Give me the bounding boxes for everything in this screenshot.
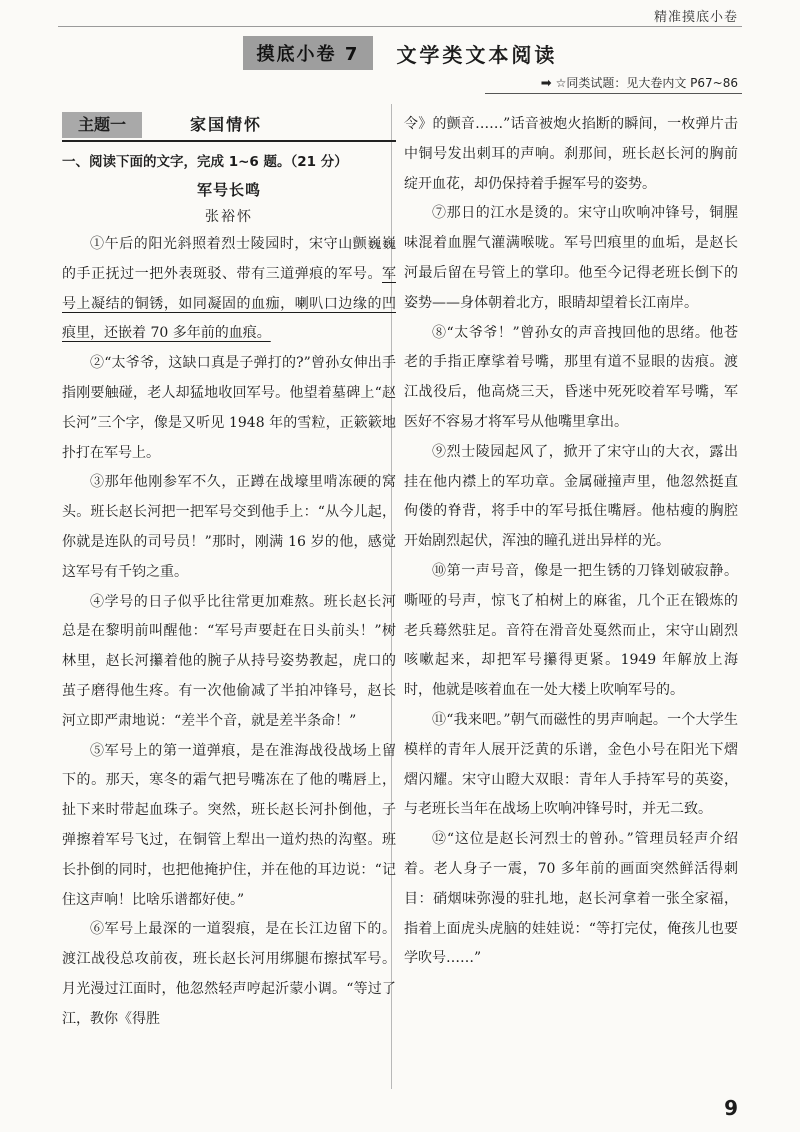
theme-bar <box>62 110 396 142</box>
theme-name: 家国情怀 <box>190 115 263 134</box>
paragraph-11: ⑪“我来吧。”朝气而磁性的男声响起。一个大学生模样的青年人展开泛黄的乐谱，金色小号在阳光下熠熠闪耀。宋守山瞪大双眼：青年人手持军号的英姿，与老班长当年在战场上吹响冲锋号时，并无二致。 <box>404 711 738 818</box>
paragraph-9: ⑨烈士陵园起风了，掀开了宋守山的大衣，露出挂在他内襟上的军功章。金属碰撞声里，他忽然挺直佝偻的脊背，将手中的军号抵住嘴唇。他枯瘦的胸腔开始剧烈起伏，浑浊的瞳孔迸出异样的光。 <box>404 443 738 550</box>
similar-questions-reference <box>541 74 738 91</box>
paragraph-6-part-1: ⑥军号上最深的一道裂痕，是在长江边留下的。渡江战役总攻前夜，班长赵长河用绑腿布擦拭军号。月光漫过江面时，他忽然轻声哼起沂蒙小调。“等过了江，教你《得胜 <box>62 921 396 1027</box>
paragraph-5: ⑤军号上的第一道弹痕，是在淮海战役战场上留下的。那天，寒冬的霜气把号嘴冻在了他的嘴唇上，扯下来时带起血珠子。突然，班长赵长河扑倒他，子弹擦着军号飞过，在铜管上犁出一道灼热的沟壑。班长扑倒的同时，也把他掩护住，并在他的耳边说：“记住这声响！比啥乐谱都好使。” <box>62 742 396 908</box>
series-label: 精准摸底小卷 <box>653 10 738 25</box>
article-title: 军号长鸣 <box>196 181 261 199</box>
right-column <box>404 110 738 974</box>
paragraph-7: ⑦那日的江水是烫的。宋守山吹响冲锋号，铜腥味混着血腥气灌满喉咙。军号凹痕里的血垢，是赵长河最后留在号管上的掌印。他至今记得老班长倒下的姿势——身体朝着北方，眼睛却望着长江南岸。 <box>404 205 738 311</box>
paragraph-2: ②“太爷爷，这缺口真是子弹打的?”曾孙女伸出手指刚要触碰，老人却猛地收回军号。他望着墓碑上“赵长河”三个字，像是又听见 1948 年的雪粒，正簌簌地扑打在军号上。 <box>62 355 396 461</box>
paragraph-6-part-2: 令》的颤音……”话音被炮火掐断的瞬间，一枚弹片击中铜号发出刺耳的声响。刹那间，班长赵长河的胸前绽开血花，却仍保持着手握军号的姿势。 <box>404 116 738 192</box>
left-column <box>62 110 396 1035</box>
question-instruction: 一、阅读下面的文字，完成 1~6 题。（21 分） <box>62 154 348 170</box>
paragraph-12: ⑫“这位是赵长河烈士的曾孙。”管理员轻声介绍着。老人身子一震，70 多年前的画面突然鲜活得刺目：硝烟味弥漫的驻扎地，赵长河拿着一张全家福，指着上面虎头虎脑的娃娃说：“等打完仗，俺孩儿也要学吹号……” <box>404 831 738 967</box>
paragraph-1-underlined-sentence: 军号上凝结的铜锈，如同凝固的血痂，喇叭口边缘的凹痕里，还嵌着 70 多年前的血痕。 <box>62 265 396 342</box>
paragraph-4: ④学号的日子似乎比往常更加难熬。班长赵长河总是在黎明前叫醒他：“军号声要赶在日头前头！”树林里，赵长河攥着他的腕子从持号姿势教起，虎口的茧子磨得他生疼。有一次他偷减了半拍冲锋号，赵长河立即严肃地说：“差半个音，就是差半条命！” <box>62 593 396 729</box>
paper-badge: 摸底小卷 7 <box>243 36 374 70</box>
arrow-right-icon: ➡ <box>540 76 552 91</box>
article-author: 张裕怀 <box>205 209 253 225</box>
paragraph-3: ③那年他刚参军不久，正蹲在战壕里啃冻硬的窝头。班长赵长河把一把军号交到他手上：“从今儿起，你就是连队的司号员！”那时，刚满 16 岁的他，感觉这军号有千钧之重。 <box>62 474 396 580</box>
similar-ref-text: ☆同类试题：见大卷内文 P67~86 <box>555 76 738 90</box>
page-number: 9 <box>724 1096 738 1120</box>
title-row <box>0 36 800 70</box>
paragraph-10: ⑩第一声号音，像是一把生锈的刀锋划破寂静。嘶哑的号声，惊飞了柏树上的麻雀，几个正在锻炼的老兵蓦然驻足。音符在滑音处戛然而止，宋守山剧烈咳嗽起来，却把军号攥得更紧。1949 年解放上海时，他就是咳着血在一处大楼上吹响军号的。 <box>404 562 738 699</box>
paragraph-8: ⑧“太爷爷！”曾孙女的声音拽回他的思绪。他苍老的手指正摩挲着号嘴，那里有道不显眼的齿痕。渡江战役后，他高烧三天，昏迷中死死咬着军号嘴，军医好不容易才将军号从他嘴里拿出。 <box>404 324 738 430</box>
paragraph-1-text: ①午后的阳光斜照着烈士陵园时，宋守山颤巍巍的手正抚过一把外表斑驳、带有三道弹痕的军号。 <box>62 236 396 282</box>
reference-rule <box>485 93 742 94</box>
top-rule <box>58 26 742 27</box>
paragraph-1 <box>62 230 396 349</box>
paper-title: 文学类文本阅读 <box>396 42 558 67</box>
theme-tag: 主题一 <box>62 112 142 138</box>
